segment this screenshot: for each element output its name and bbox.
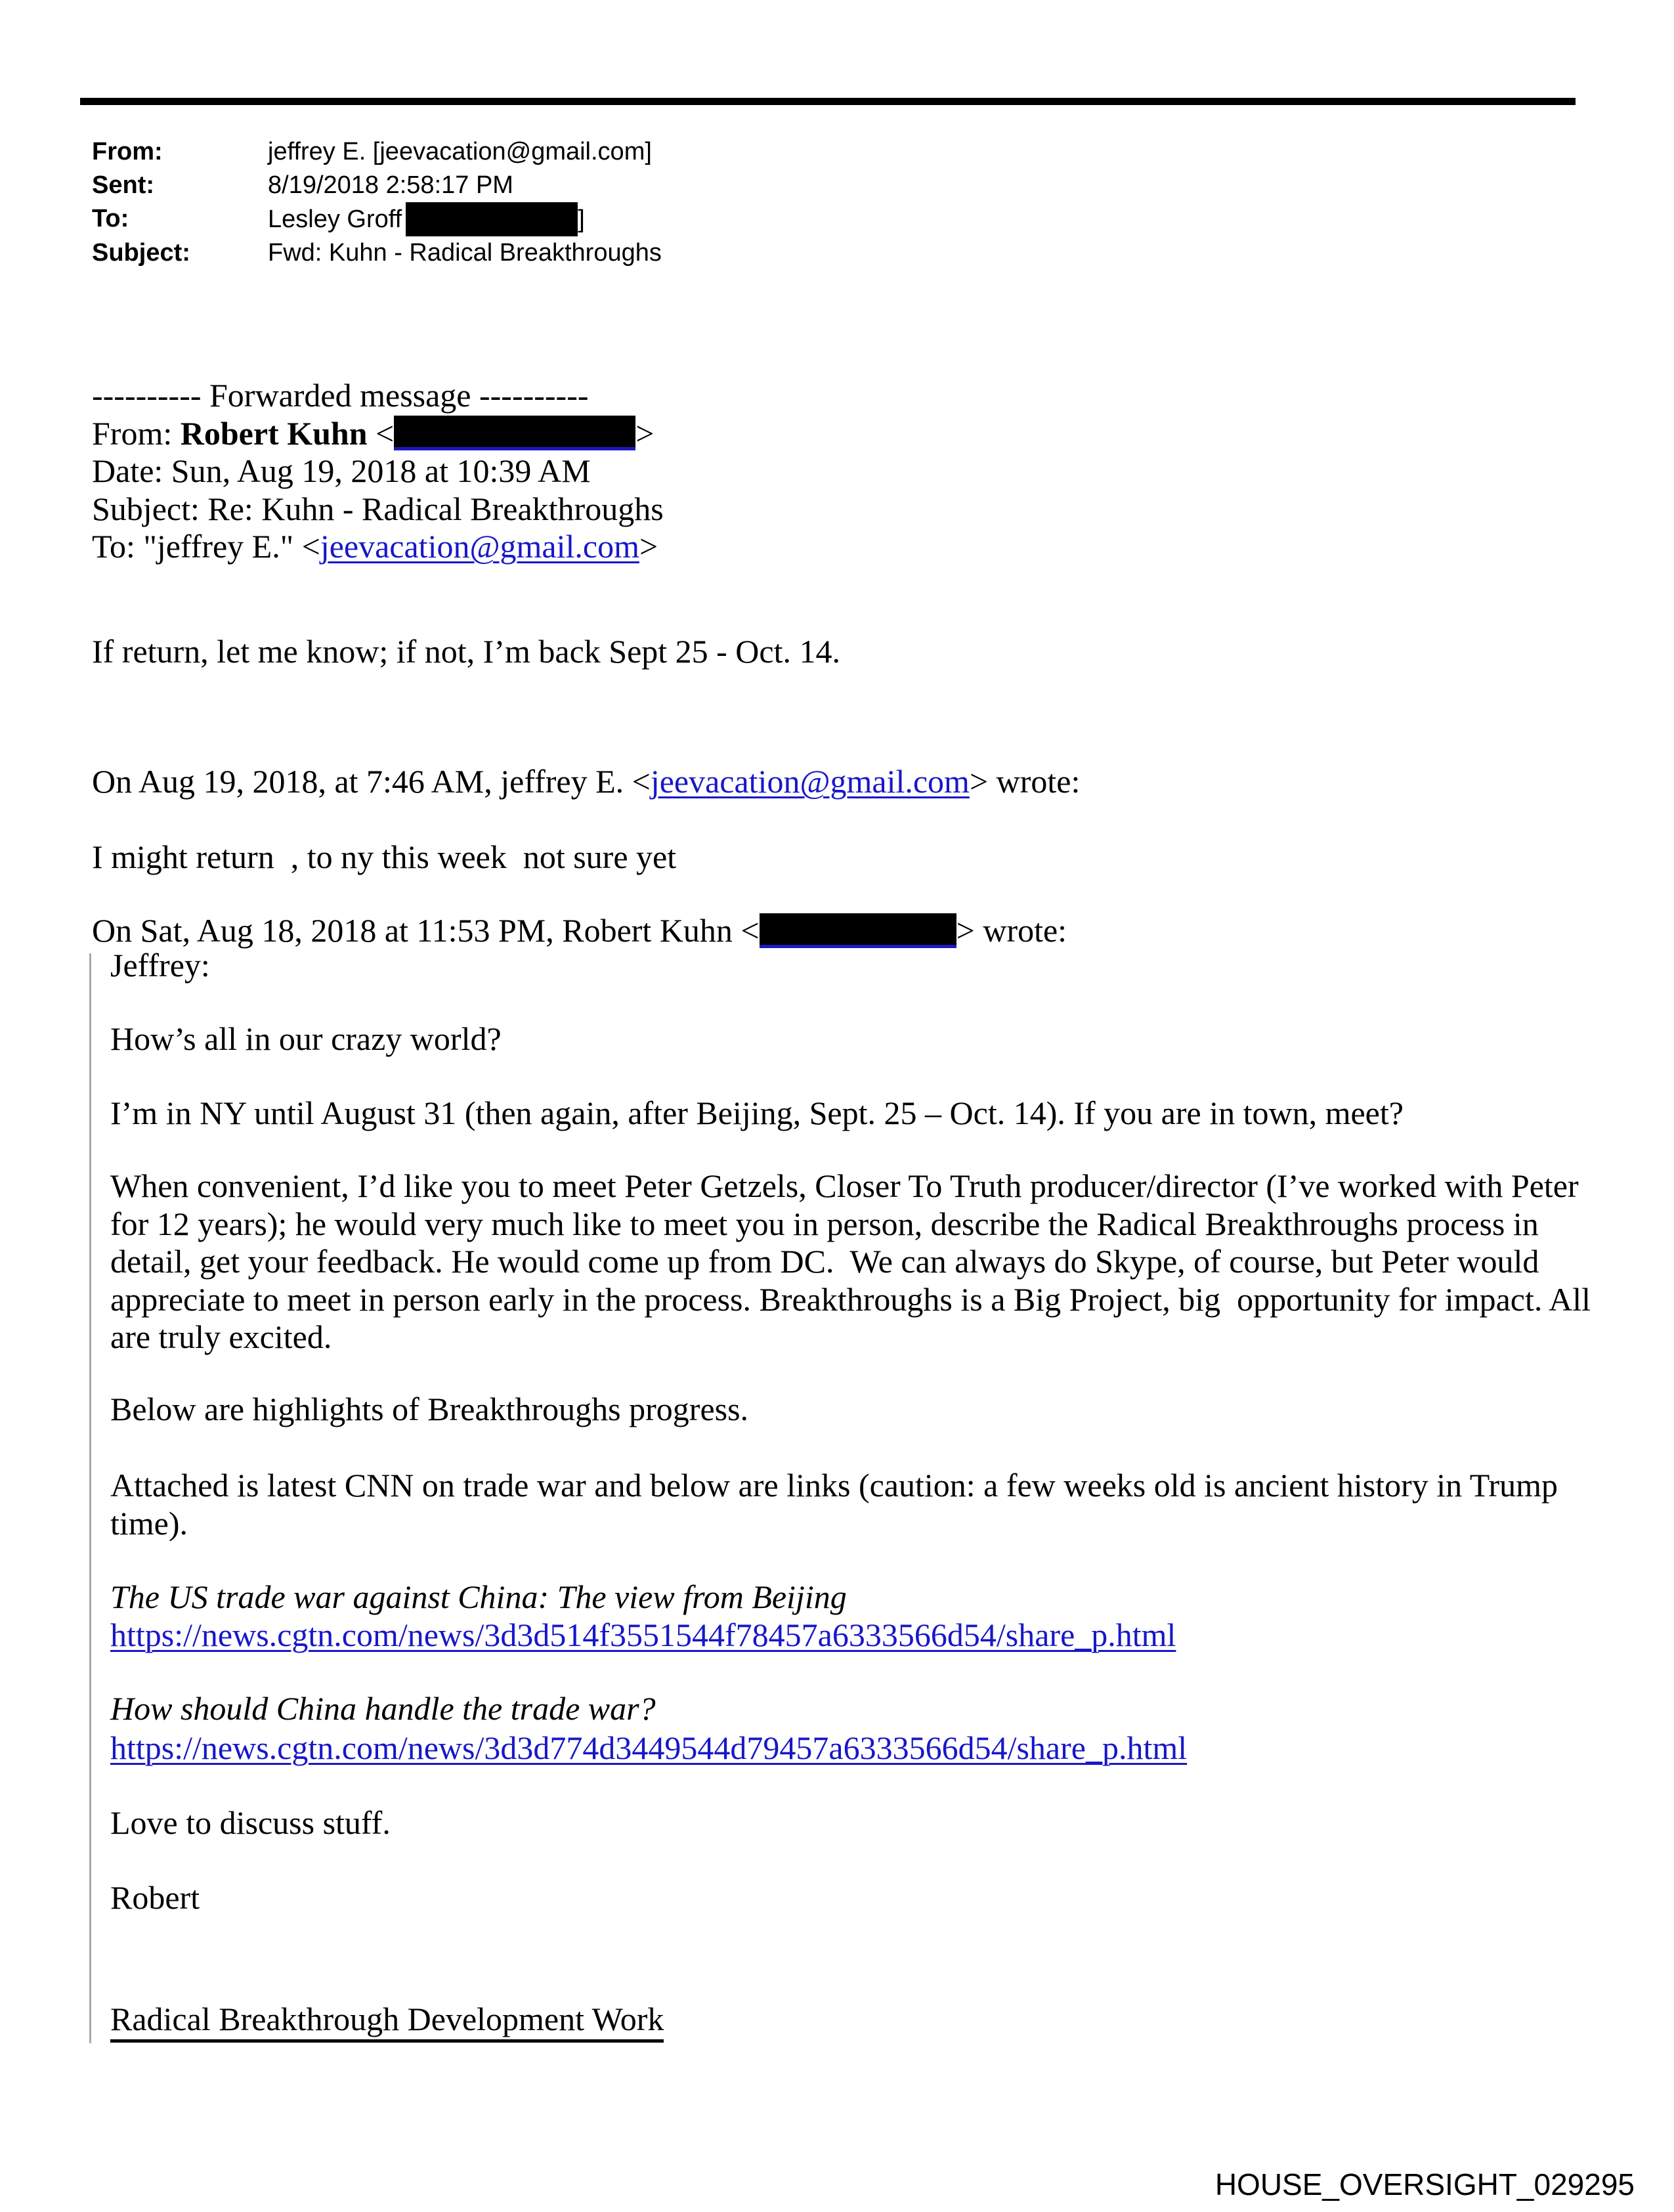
forwarded-to-email-link[interactable]: jeevacation@gmail.com [320,528,639,565]
forwarded-from-name: Robert Kuhn [180,414,368,452]
to-value-bracket: ] [578,206,585,233]
article2-url-link[interactable]: https://news.cgtn.com/news/3d3d774d3449544d79457a6333566d54/share_p.html [110,1729,1188,1766]
forwarded-message-header [92,377,664,566]
forwarded-from-label: From: [92,414,181,452]
quoted-crazy-world: How’s all in our crazy world? [110,1020,502,1057]
article2-title: How should China handle the trade war? [110,1690,656,1727]
sent-value: 8/19/2018 2:58:17 PM [268,171,513,199]
article1-title: The US trade war against China: The view from Beijing [110,1578,847,1615]
forwarded-subject-line: Subject: Re: Kuhn - Radical Breakthroughs [92,490,664,527]
on-sat-suffix: > wrote: [956,912,1067,949]
article1-url-link[interactable]: https://news.cgtn.com/news/3d3d514f3551544f78457a6333566d54/share_p.html [110,1616,1176,1653]
header-row-from [92,135,662,169]
quoted-message-bar [89,953,91,2043]
forwarded-to-line [92,528,664,566]
on-aug-suffix: > wrote: [969,763,1081,800]
subject-value: Fwd: Kuhn - Radical Breakthroughs [268,239,662,267]
email-header-block [92,135,662,270]
on-sat-attribution-line [92,912,1067,950]
forwarded-from-close-bracket: > [635,414,655,452]
quoted-closing: Love to discuss stuff. [110,1804,391,1841]
sent-label: Sent: [92,171,154,199]
to-value [268,202,585,236]
on-aug-attribution-line [92,763,1080,801]
if-return-line: If return, let me know; if not, I’m back Sept 25 - Oct. 14. [92,633,840,670]
article1-link-line [110,1616,1176,1655]
radical-breakthrough-heading: Radical Breakthrough Development Work [110,2001,664,2043]
header-row-subject [92,236,662,270]
article2-link-line [110,1729,1187,1767]
from-label: From: [92,138,163,165]
to-label: To: [92,205,129,232]
from-value: jeffrey E. [jeevacation@gmail.com] [268,138,652,165]
on-aug-prefix: On Aug 19, 2018, at 7:46 AM, jeffrey E. < [92,763,651,800]
header-row-sent [92,169,662,202]
quoted-in-ny: I’m in NY until August 31 (then again, after Beijing, Sept. 25 – Oct. 14). If you are in town, meet? [110,1095,1404,1131]
quoted-below-highlights: Below are highlights of Breakthroughs progress. [110,1391,749,1427]
redaction-bar-kuhn-email [760,913,956,948]
on-aug-email-link[interactable]: jeevacation@gmail.com [650,763,970,800]
forwarded-from-open-bracket: < [367,414,395,452]
quoted-attached-cnn: Attached is latest CNN on trade war and below are links (caution: a few weeks old is ancient history in Trump time). [110,1467,1566,1542]
quoted-when-convenient: When convenient, I’d like you to meet Peter Getzels, Closer To Truth producer/director (I’ve worked with Peter for 12 years); he would very much like to meet you in person, describe the Radical Breakthroughs process in detail, get your feedback. He would come up from DC. We can always do Skype, of course, but Peter would appreciate to meet in person early in the process. Breakthroughs is a Big Project, big opportunity for impact. All are truly excited. [110,1167,1599,1355]
on-sat-prefix: On Sat, Aug 18, 2018 at 11:53 PM, Robert Kuhn < [92,912,760,949]
radical-breakthrough-heading-line [110,2001,664,2039]
forwarded-separator: ---------- Forwarded message ---------- [92,377,589,414]
redaction-bar-to-address [406,202,578,236]
bates-number: HOUSE_OVERSIGHT_029295 [1214,2167,1635,2201]
quoted-signature: Robert [110,1879,200,1916]
forwarded-date-line: Date: Sun, Aug 19, 2018 at 10:39 AM [92,452,591,489]
to-value-name: Lesley Groff [268,206,402,233]
forwarded-from-line [92,415,664,453]
forwarded-to-suffix: > [639,528,658,565]
forwarded-to-prefix: To: "jeffrey E." < [92,528,320,565]
subject-label: Subject: [92,239,190,267]
might-return-line: I might return , to ny this week not sure yet [92,838,677,875]
quoted-greeting: Jeffrey: [110,947,210,984]
redaction-bar-sender-email [394,416,635,450]
header-divider-rule [80,98,1576,105]
header-row-to [92,202,662,236]
